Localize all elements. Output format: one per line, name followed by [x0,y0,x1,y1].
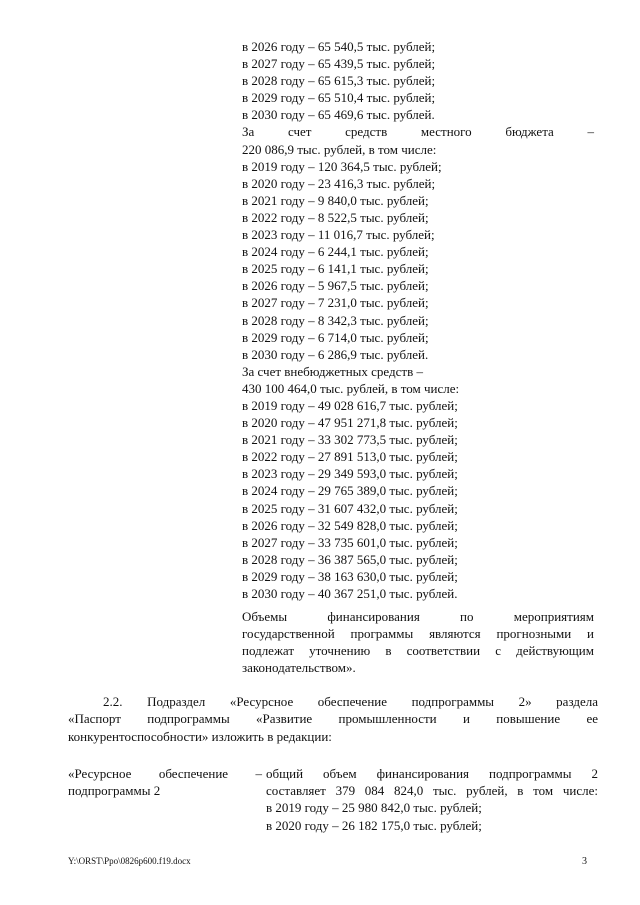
list-item: в 2028 году – 36 387 565,0 тыс. рублей; [242,551,458,567]
paragraph-line: конкурентоспособности» изложить в редакции: [68,728,332,744]
list-item: в 2025 году – 6 141,1 тыс. рублей; [242,261,429,277]
extrabudget-heading: За счет внебюджетных средств – [242,363,423,379]
funding-list [242,38,594,602]
list-item: в 2030 году – 6 286,9 тыс. рублей. [242,346,429,362]
local-budget-total: 220 086,9 тыс. рублей, в том числе: [242,141,437,157]
list-item: в 2027 году – 33 735 601,0 тыс. рублей; [242,534,458,550]
paragraph-line: 2.2. Подраздел «Ресурсное обеспечение подпрограммы 2» раздела [103,694,598,709]
funding-note [242,608,594,676]
section-2-2-paragraph [68,693,598,745]
list-item: в 2030 году – 40 367 251,0 тыс. рублей. [242,586,458,601]
note-line: Объемы финансирования по мероприятиям [242,609,594,624]
list-item: в 2020 году – 23 416,3 тыс. рублей; [242,175,436,191]
list-item: в 2029 году – 65 510,4 тыс. рублей; [242,90,436,106]
footer-file-path: Y:\ORST\Ppo\0826p600.f19.docx [68,856,191,866]
table-label-line: «Ресурсное обеспечение – [68,766,262,781]
list-item: в 2026 году – 65 540,5 тыс. рублей; [242,39,436,54]
list-item: в 2027 году – 65 439,5 тыс. рублей; [242,56,436,72]
list-item: в 2029 году – 38 163 630,0 тыс. рублей; [242,568,458,584]
paragraph-line: «Паспорт подпрограммы «Развитие промышленности и повышение ее [68,711,598,727]
list-item: в 2026 году – 5 967,5 тыс. рублей; [242,278,429,294]
list-item: в 2027 году – 7 231,0 тыс. рублей; [242,295,429,311]
table-value-line: общий объем финансирования подпрограммы 2 [266,766,598,781]
resource-table-value [266,765,598,834]
list-item: в 2028 году – 8 342,3 тыс. рублей; [242,312,429,328]
table-value-line: в 2019 году – 25 980 842,0 тыс. рублей; [266,800,482,816]
list-item: в 2024 году – 6 244,1 тыс. рублей; [242,244,429,260]
table-label-line: подпрограммы 2 [68,783,161,799]
page-number: 3 [582,856,587,867]
list-item: в 2030 году – 65 469,6 тыс. рублей. [242,107,435,123]
extrabudget-total: 430 100 464,0 тыс. рублей, в том числе: [242,380,460,396]
table-value-line: в 2020 году – 26 182 175,0 тыс. рублей; [266,817,482,833]
resource-table-label [68,765,262,799]
list-item: в 2019 году – 49 028 616,7 тыс. рублей; [242,397,458,413]
list-item: в 2023 году – 11 016,7 тыс. рублей; [242,227,435,243]
list-item: в 2022 году – 8 522,5 тыс. рублей; [242,209,429,225]
local-budget-heading: За счет средств местного бюджета – [242,124,594,140]
list-item: в 2020 году – 47 951 271,8 тыс. рублей; [242,415,458,431]
note-line: законодательством». [242,660,356,676]
list-item: в 2024 году – 29 765 389,0 тыс. рублей; [242,483,458,499]
list-item: в 2025 году – 31 607 432,0 тыс. рублей; [242,500,458,516]
list-item: в 2021 году – 33 302 773,5 тыс. рублей; [242,432,458,448]
list-item: в 2028 году – 65 615,3 тыс. рублей; [242,73,436,89]
list-item: в 2023 году – 29 349 593,0 тыс. рублей; [242,466,458,482]
table-value-line: составляет 379 084 824,0 тыс. рублей, в том числе: [266,783,598,799]
note-line: государственной программы являются прогнозными и [242,626,594,642]
list-item: в 2019 году – 120 364,5 тыс. рублей; [242,158,442,174]
list-item: в 2021 году – 9 840,0 тыс. рублей; [242,192,429,208]
list-item: в 2026 году – 32 549 828,0 тыс. рублей; [242,517,458,533]
note-line: подлежат уточнению в соответствии с действующим [242,643,594,659]
list-item: в 2022 году – 27 891 513,0 тыс. рублей; [242,449,458,465]
list-item: в 2029 году – 6 714,0 тыс. рублей; [242,329,429,345]
